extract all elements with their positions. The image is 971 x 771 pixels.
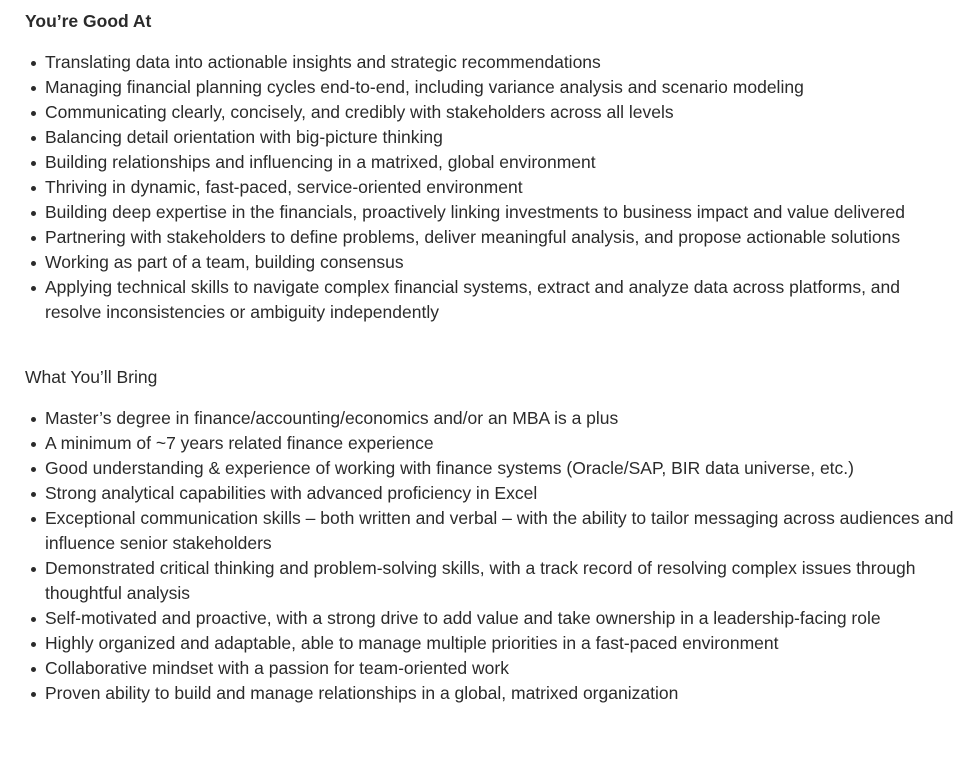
list-item: Managing financial planning cycles end-to-end, including variance analysis and scenario modeling	[45, 75, 955, 100]
list-item: Self-motivated and proactive, with a strong drive to add value and take ownership in a leadership-facing role	[45, 606, 955, 631]
list-item: Building deep expertise in the financials, proactively linking investments to business impact and value delivered	[45, 200, 955, 225]
list-item: Exceptional communication skills – both written and verbal – with the ability to tailor messaging across audiences and influence senior stakeholders	[45, 506, 955, 556]
section-heading-good-at: You’re Good At	[25, 11, 152, 31]
section-heading-what-youll-bring: What You’ll Bring	[25, 367, 158, 387]
list-item: Communicating clearly, concisely, and credibly with stakeholders across all levels	[45, 100, 955, 125]
section-spacer	[25, 325, 955, 365]
list-item: Master’s degree in finance/accounting/economics and/or an MBA is a plus	[45, 406, 955, 431]
list-item: Partnering with stakeholders to define problems, deliver meaningful analysis, and propose actionable solutions	[45, 225, 955, 250]
list-item: Proven ability to build and manage relationships in a global, matrixed organization	[45, 681, 955, 706]
list-item: Balancing detail orientation with big-picture thinking	[45, 125, 955, 150]
list-item: Applying technical skills to navigate complex financial systems, extract and analyze data across platforms, and resolve inconsistencies or ambiguity independently	[45, 275, 955, 325]
list-item: Demonstrated critical thinking and problem-solving skills, with a track record of resolving complex issues through thoughtful analysis	[45, 556, 955, 606]
list-item: Working as part of a team, building consensus	[45, 250, 955, 275]
good-at-list	[25, 50, 955, 325]
list-item: Building relationships and influencing in a matrixed, global environment	[45, 150, 955, 175]
list-item: Translating data into actionable insights and strategic recommendations	[45, 50, 955, 75]
list-item: Highly organized and adaptable, able to manage multiple priorities in a fast-paced environment	[45, 631, 955, 656]
list-item: Thriving in dynamic, fast-paced, service-oriented environment	[45, 175, 955, 200]
what-youll-bring-list	[25, 406, 955, 706]
job-description	[25, 9, 955, 706]
list-item: Strong analytical capabilities with advanced proficiency in Excel	[45, 481, 955, 506]
list-item: Collaborative mindset with a passion for team-oriented work	[45, 656, 955, 681]
list-item: Good understanding & experience of working with finance systems (Oracle/SAP, BIR data universe, etc.)	[45, 456, 955, 481]
list-item: A minimum of ~7 years related finance experience	[45, 431, 955, 456]
